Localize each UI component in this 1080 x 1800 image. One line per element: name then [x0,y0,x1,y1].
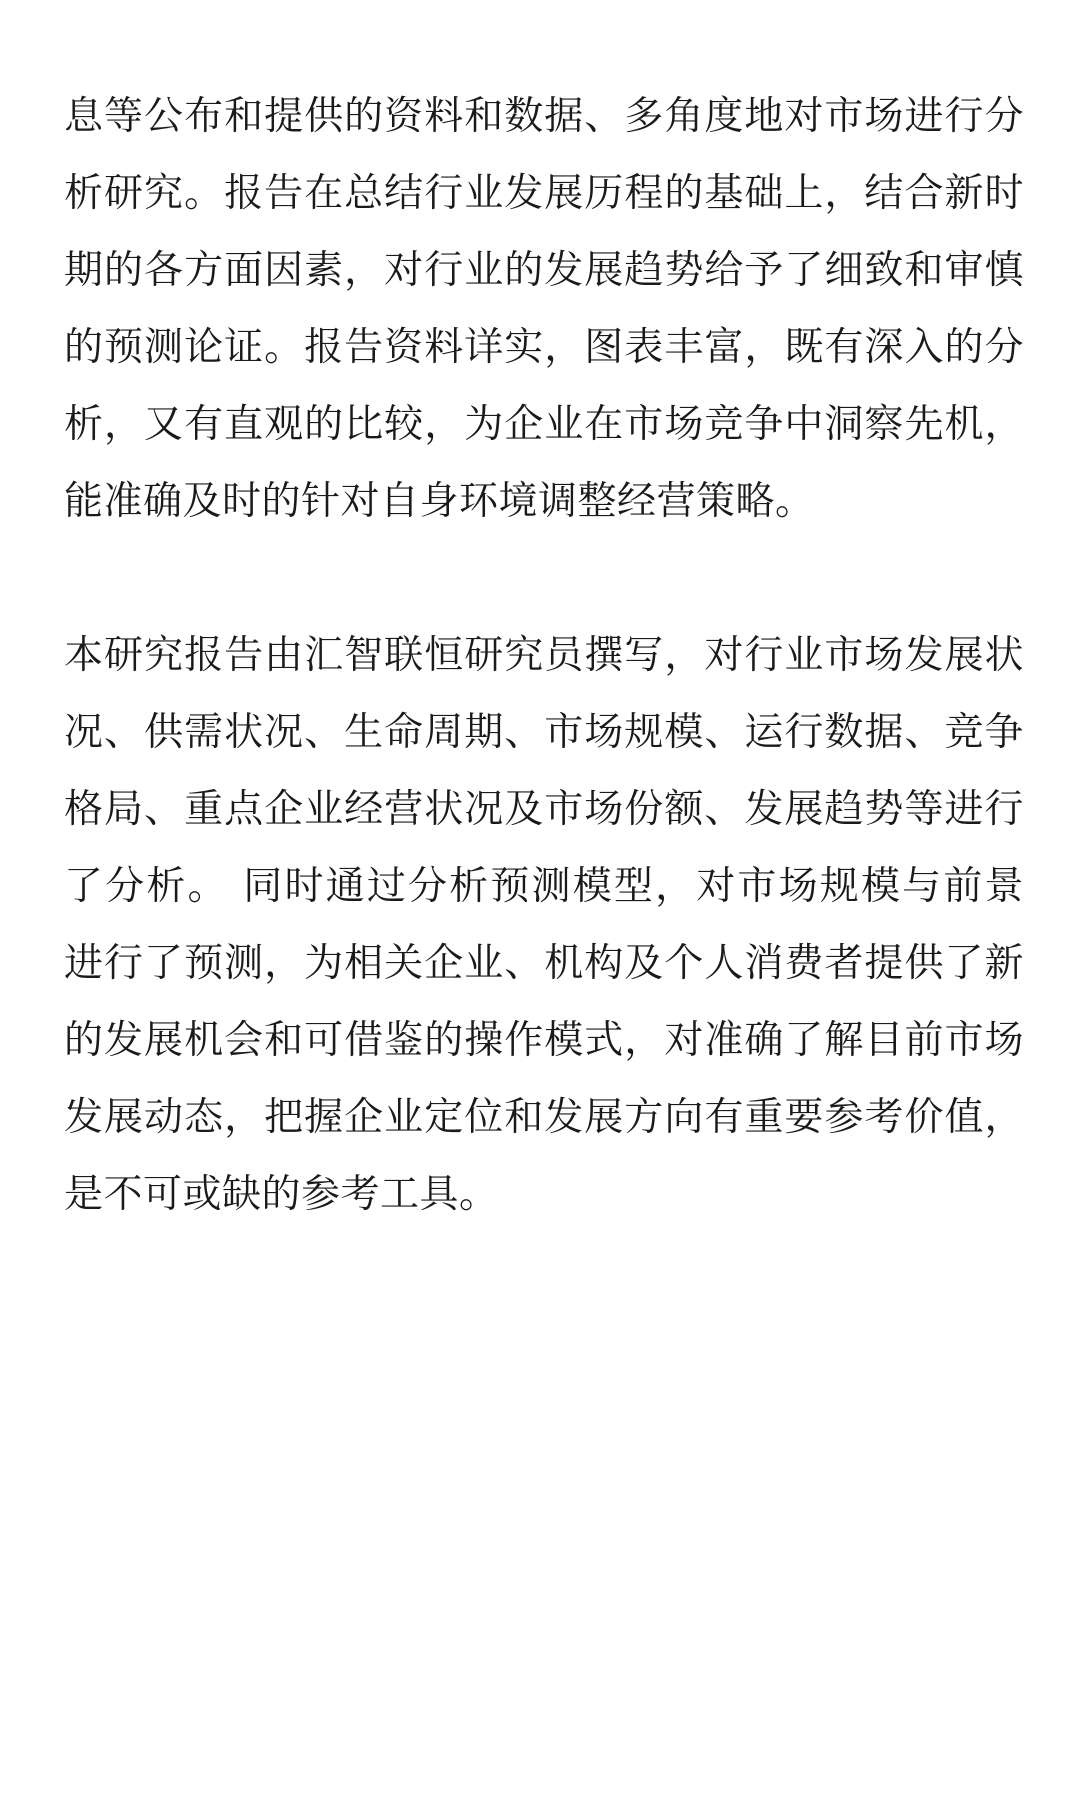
article-body [64,78,1024,1233]
report-methodology-paragraph: 息等公布和提供的资料和数据、多角度地对市场进行分析研究。报告在总结行业发展历程的基础上，结合新时期的各方面因素，对行业的发展趋势给予了细致和审慎的预测论证。报告资料详实，图表丰富，既有深入的分析，又有直观的比较，为企业在市场竞争中洞察先机，能准确及时的针对自身环境调整经营策略。 [64,94,1024,524]
report-value-paragraph: 本研究报告由汇智联恒研究员撰写，对行业市场发展状况、供需状况、生命周期、市场规模、运行数据、竞争格局、重点企业经营状况及市场份额、发展趋势等进行了分析。 同时通过分析预测模型，对市场规模与前景进行了预测，为相关企业、机构及个人消费者提供了新的发展机会和可借鉴的操作模式，对准确了解目前市场发展动态，把握企业定位和发展方向有重要参考价值，是不可或缺的参考工具。 [64,633,1024,1217]
